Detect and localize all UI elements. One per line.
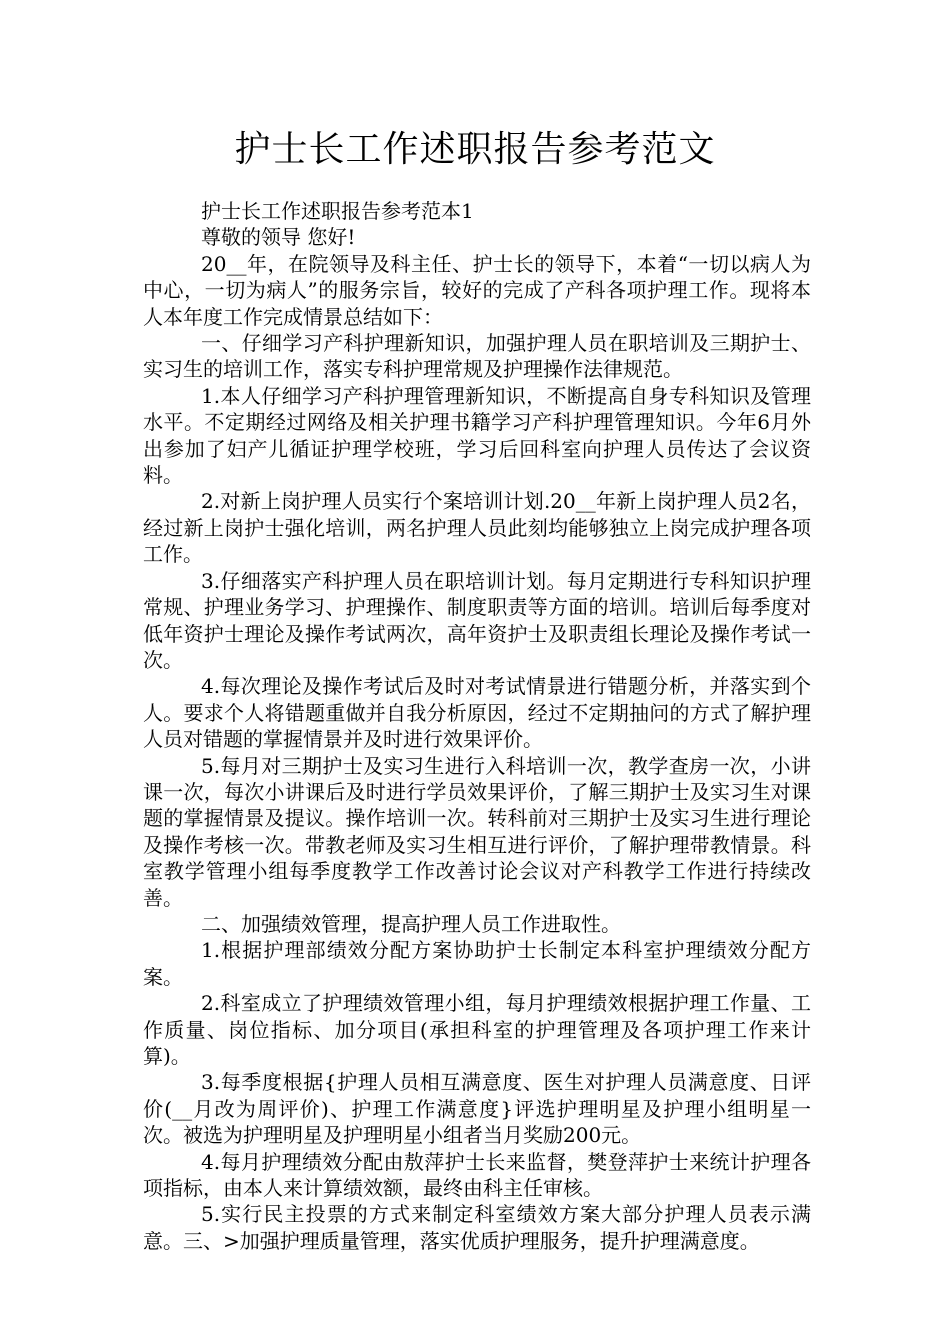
document-body	[143, 198, 811, 1254]
paragraph: 尊敬的领导 您好!	[201, 225, 356, 250]
paragraph: 二、加强绩效管理，提高护理人员工作进取性。	[201, 911, 621, 936]
paragraph: 4.每月护理绩效分配由敖萍护士长来监督，樊登萍护士来统计护理各项指标，由本人来计算绩效额，最终由科主任审核。	[143, 1149, 811, 1201]
paragraph: 3.仔细落实产科护理人员在职培训计划。每月定期进行专科知识护理常规、护理业务学习、护理操作、制度职责等方面的培训。培训后每季度对低年资护士理论及操作考试两次，高年资护士及职责组长理论及操作考试一次。	[143, 568, 811, 672]
paragraph: 2.对新上岗护理人员实行个案培训计划.20__年新上岗护理人员2名，经过新上岗护士强化培训，两名护理人员此刻均能够独立上岗完成护理各项工作。	[143, 489, 811, 567]
paragraph: 1.根据护理部绩效分配方案协助护士长制定本科室护理绩效分配方案。	[143, 938, 811, 989]
paragraph: 2.科室成立了护理绩效管理小组，每月护理绩效根据护理工作量、工作质量、岗位指标、加分项目(承担科室的护理管理及各项护理工作来计算)。	[143, 991, 811, 1068]
document-title: 护士长工作述职报告参考范文	[234, 129, 716, 170]
paragraph: 3.每季度根据{护理人员相互满意度、医生对护理人员满意度、日评价(__月改为周评价)、护理工作满意度}评选护理明星及护理小组明星一次。被选为护理明星及护理明星小组者当月奖励200元。	[143, 1070, 811, 1148]
paragraph: 一、仔细学习产科护理新知识，加强护理人员在职培训及三期护士、实习生的培训工作，落实专科护理常规及护理操作法律规范。	[143, 331, 811, 382]
paragraph: 1.本人仔细学习产科护理管理新知识，不断提高自身专科知识及管理水平。不定期经过网络及相关护理书籍学习产科护理管理知识。今年6月外出参加了妇产儿循证护理学校班，学习后回科室向护理人员传达了会议资料。	[143, 383, 811, 488]
paragraph: 20__年，在院领导及科主任、护士长的领导下，本着“一切以病人为中心，一切为病人”的服务宗旨，较好的完成了产科各项护理工作。现将本人本年度工作完成情景总结如下：	[143, 251, 811, 329]
paragraph: 5.每月对三期护士及实习生进行入科培训一次，教学查房一次，小讲课一次，每次小讲课后及时进行学员效果评价，了解三期护士及实习生对课题的掌握情景及提议。操作培训一次。转科前对三期护士及实习生进行理论及操作考核一次。带教老师及实习生相互进行评价，了解护理带教情景。科室教学管理小组每季度教学工作改善讨论会议对产科教学工作进行持续改善。	[143, 753, 811, 910]
paragraph: 4.每次理论及操作考试后及时对考试情景进行错题分析，并落实到个人。要求个人将错题重做并自我分析原因，经过不定期抽问的方式了解护理人员对错题的掌握情景并及时进行效果评价。	[143, 674, 811, 752]
paragraph: 护士长工作述职报告参考范本1	[201, 199, 474, 223]
paragraph: 5.实行民主投票的方式来制定科室绩效方案大部分护理人员表示满意。三、>加强护理质量管理，落实优质护理服务，提升护理满意度。	[143, 1202, 811, 1253]
